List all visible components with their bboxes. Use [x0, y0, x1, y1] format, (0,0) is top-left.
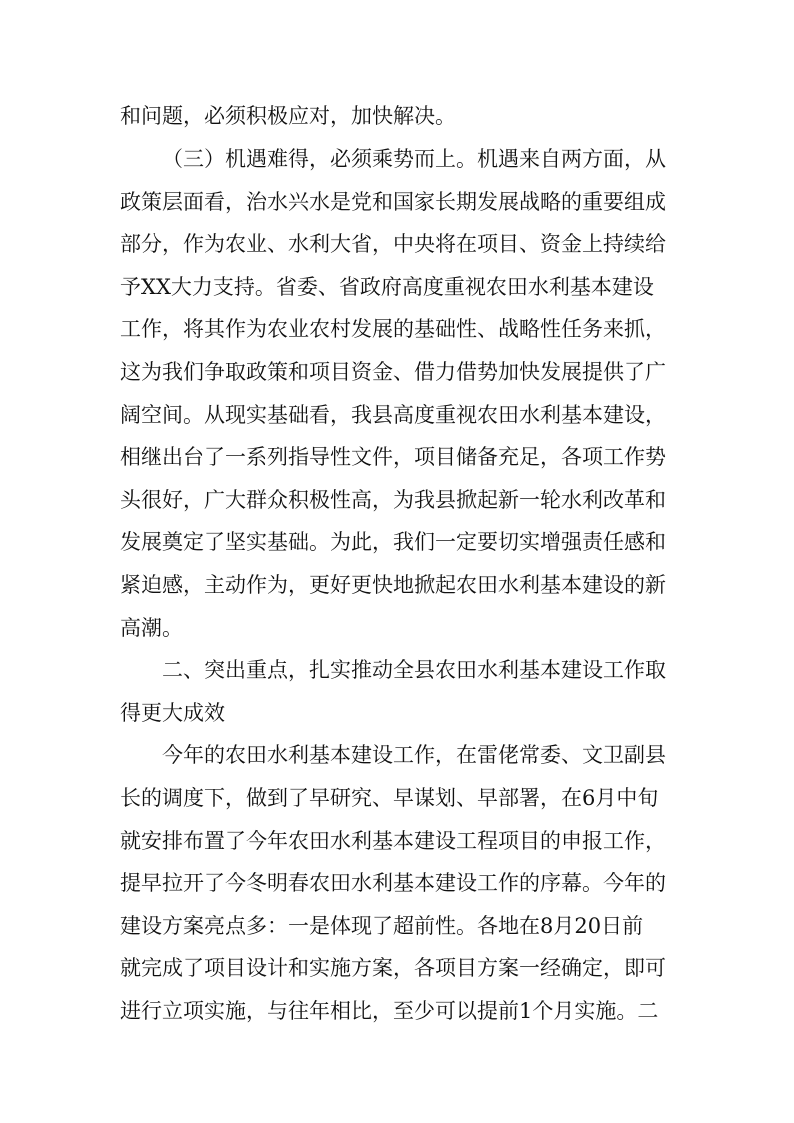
text-line: 进行立项实施，与往年相比，至少可以提前1个月实施。二: [120, 999, 659, 1023]
text-line: 提早拉开了今冬明春农田水利基本建设工作的序幕。今年的: [120, 871, 666, 895]
text-line: 长的调度下，做到了早研究、早谋划、早部署，在6月中旬: [120, 786, 659, 810]
text-line: 今年的农田水利基本建设工作，在雷佬常委、文卫副县: [162, 743, 666, 767]
text-line: 这为我们争取政策和项目资金、借力借势加快发展提供了广: [120, 360, 666, 384]
section-heading: 二、突出重点，扎实推动全县农田水利基本建设工作取: [162, 658, 666, 682]
text-line: 就完成了项目设计和实施方案，各项目方案一经确定，即可: [120, 956, 666, 980]
text-line: 就安排布置了今年农田水利基本建设工程项目的申报工作，: [120, 829, 666, 853]
text-line: 建设方案亮点多：一是体现了超前性。各地在8月20日前: [120, 914, 644, 938]
section-heading: 得更大成效: [120, 701, 225, 725]
text-line: 头很好，广大群众积极性高，为我县掀起新一轮水利改革和: [120, 488, 666, 512]
text-line: 工作，将其作为农业农村发展的基础性、战略性任务来抓，: [120, 317, 666, 341]
text-line: 紧迫感，主动作为，更好更快地掀起农田水利基本建设的新: [120, 573, 666, 597]
text-line: 相继出台了一系列指导性文件，项目储备充足，各项工作势: [120, 445, 666, 469]
text-line: 予XX大力支持。省委、省政府高度重视农田水利基本建设: [120, 275, 654, 299]
text-line: 和问题，必须积极应对，加快解决。: [120, 104, 456, 128]
text-line: 发展奠定了坚实基础。为此，我们一定要切实增强责任感和: [120, 530, 666, 554]
text-line: 高潮。: [120, 616, 183, 640]
text-line: 阔空间。从现实基础看，我县高度重视农田水利基本建设，: [120, 403, 666, 427]
text-line: （三）机遇难得，必须乘势而上。机遇来自两方面，从: [162, 147, 666, 171]
text-line: 部分，作为农业、水利大省，中央将在项目、资金上持续给: [120, 232, 666, 256]
text-line: 政策层面看，治水兴水是党和国家长期发展战略的重要组成: [120, 190, 666, 214]
